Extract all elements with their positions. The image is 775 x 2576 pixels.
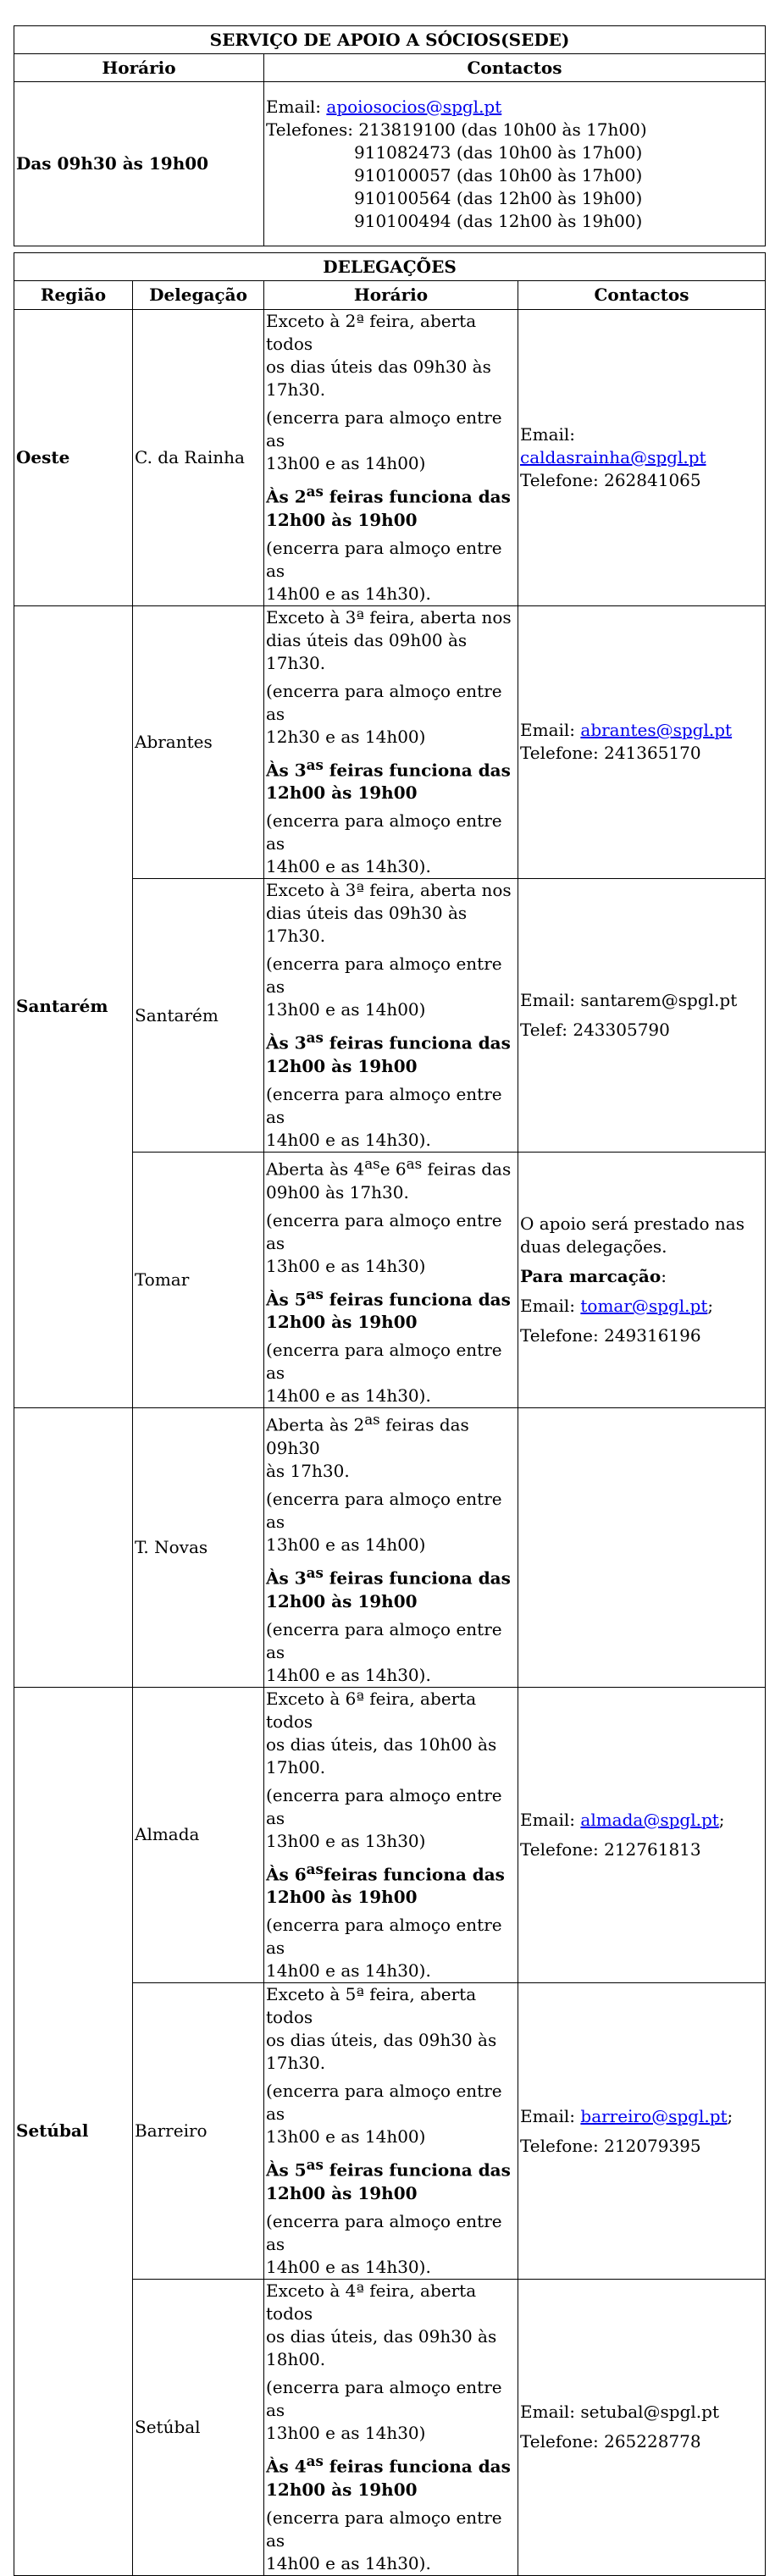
delegacao-horario: Exceto à 6ª feira, aberta todos os dias úteis, das 10h00 às 17h00. (encerra para almoço entre as 13h00 e as 13h30) Às $6^{as}feiras$ funciona das 12h00 às 19h00 (encerra para almoço entre as 14h00 e as 14h30). — [264, 1687, 518, 1983]
sede-email-link[interactable]: apoiosocios@spgl.pt — [326, 96, 502, 117]
delegacao-horario: Aberta às $4^{as}e$ $6^{as}$ feiras das 09h00 às 17h30. (encerra para almoço entre as 13h00 e as 14h30) Às $5^{as}$ feiras funciona das 12h00 às 19h00 (encerra para almoço entre as 14h00 e as 14h30). — [264, 1152, 518, 1407]
sede-phones-label: Telefones: — [266, 119, 359, 140]
telefone: Telefone: 241365170 — [520, 743, 701, 764]
region-setubal: Setúbal — [14, 1687, 133, 2575]
delegacao-contactos: Email: caldasrainha@spgl.pt Telefone: 262841065 — [518, 310, 766, 606]
marcacao-label: Para marcação — [520, 1266, 662, 1287]
col-contactos: Contactos — [518, 281, 766, 310]
region-oeste: Oeste — [14, 310, 133, 606]
delegacao-name: Tomar — [133, 1152, 264, 1407]
sede-email-label: Email: — [266, 96, 327, 117]
delegacoes-table — [14, 252, 766, 2576]
delegacoes-title: DELEGAÇÕES — [14, 253, 766, 281]
region-santarem: Santarém — [14, 605, 133, 1408]
telefone: Telefone: 265228778 — [520, 2431, 701, 2452]
delegacao-contactos: Email: barreiro@spgl.pt; Telefone: 212079395 — [518, 1983, 766, 2280]
table-row — [14, 605, 766, 879]
sede-horario: Das 09h30 às 19h00 — [14, 82, 264, 246]
email-text: Email: santarem@spgl.pt — [520, 990, 738, 1011]
email-link[interactable]: barreiro@spgl.pt — [580, 2105, 728, 2126]
col-regiao: Região — [14, 281, 133, 310]
delegacao-name: Santarém — [133, 879, 264, 1153]
telefone: Telef: 243305790 — [520, 1020, 670, 1041]
telefone: Telefone: 262841065 — [520, 469, 701, 490]
delegacao-horario: Exceto à 3ª feira, aberta nos dias úteis das 09h00 às 17h30. (encerra para almoço entre as 12h30 e as 14h00) Às $3^{as}$ feiras funciona das 12h00 às 19h00 (encerra para almoço entre as 14h00 e as 14h30). — [264, 605, 518, 879]
delegacao-contactos — [518, 2279, 766, 2575]
delegacao-name: C. da Rainha — [133, 310, 264, 606]
telefone: Telefone: 212761813 — [520, 1838, 701, 1860]
sede-phone: 910100057 (das 10h00 às 17h00) — [354, 164, 643, 185]
delegacao-horario: Aberta às $2^{as}$ feiras das 09h30 às 17h30. (encerra para almoço entre as 13h00 e as 14h00) Às $3^{as}$ feiras funciona das 12h00 às 19h00 (encerra para almoço entre as 14h00 e as 14h30). — [264, 1408, 518, 1687]
delegacao-contactos: Email: almada@spgl.pt; Telefone: 212761813 — [518, 1687, 766, 1983]
table-row — [14, 1408, 766, 1687]
telefone: Telefone: 212079395 — [520, 2135, 701, 2156]
table-row — [14, 310, 766, 606]
sede-phone: 910100494 (das 12h00 às 19h00) — [354, 210, 643, 231]
email-link[interactable]: tomar@spgl.pt — [580, 1296, 708, 1317]
delegacao-horario: Exceto à 3ª feira, aberta nos dias úteis das 09h30 às 17h30. (encerra para almoço entre as 13h00 e as 14h00) Às $3^{as}$ feiras funciona das 12h00 às 19h00 (encerra para almoço entre as 14h00 e as 14h30). — [264, 879, 518, 1153]
email-link[interactable]: caldasrainha@spgl.pt — [520, 446, 706, 467]
delegacao-name: Setúbal — [133, 2279, 264, 2575]
delegacao-contactos: O apoio será prestado nas duas delegações. Para marcação: Email: tomar@spgl.pt; Telefone: 249316196 — [518, 1152, 766, 1407]
table-row — [14, 1687, 766, 1983]
email-link[interactable]: almada@spgl.pt — [580, 1809, 719, 1830]
sede-table — [14, 25, 766, 246]
region-empty — [14, 1408, 133, 1687]
delegacao-horario: Exceto à 2ª feira, aberta todos os dias úteis das 09h30 às 17h30. (encerra para almoço entre as 13h00 e as 14h00) Às $2^{as}$ feiras funciona das 12h00 às 19h00 (encerra para almoço entre as 14h00 e as 14h30). — [264, 310, 518, 606]
email-link[interactable]: abrantes@spgl.pt — [580, 720, 733, 741]
delegacao-contactos: Email: abrantes@spgl.pt Telefone: 241365170 — [518, 605, 766, 879]
email-text: Email: setubal@spgl.pt — [520, 2402, 719, 2423]
delegacao-name: Abrantes — [133, 605, 264, 879]
sede-phone: 213819100 (das 10h00 às 17h00) — [358, 119, 647, 140]
telefone: Telefone: 249316196 — [520, 1325, 701, 1346]
delegacao-horario: Exceto à 4ª feira, aberta todos os dias úteis, das 09h30 às 18h00. (encerra para almoço entre as 13h00 e as 14h30) Às $4^{as}$ feiras funciona das 12h00 às 19h00 (encerra para almoço entre as 14h00 e as 14h30). — [264, 2279, 518, 2575]
delegacao-name: T. Novas — [133, 1408, 264, 1687]
sede-phone: 911082473 (das 10h00 às 17h00) — [354, 141, 643, 163]
sede-col-contactos: Contactos — [264, 54, 766, 82]
delegacao-name: Almada — [133, 1687, 264, 1983]
delegacao-contactos — [518, 1408, 766, 1687]
sede-contactos — [264, 82, 766, 246]
delegacao-horario: Exceto à 5ª feira, aberta todos os dias úteis, das 09h30 às 17h30. (encerra para almoço entre as 13h00 e as 14h00) Às $5^{as}$ feiras funciona das 12h00 às 19h00 (encerra para almoço entre as 14h00 e as 14h30). — [264, 1983, 518, 2280]
col-delegacao: Delegação — [133, 281, 264, 310]
sede-phone: 910100564 (das 12h00 às 19h00) — [354, 187, 643, 208]
sede-title: SERVIÇO DE APOIO A SÓCIOS(SEDE) — [14, 26, 766, 54]
col-horario: Horário — [264, 281, 518, 310]
delegacao-name: Barreiro — [133, 1983, 264, 2280]
sede-phones — [266, 119, 763, 233]
delegacao-contactos — [518, 879, 766, 1153]
sede-col-horario: Horário — [14, 54, 264, 82]
